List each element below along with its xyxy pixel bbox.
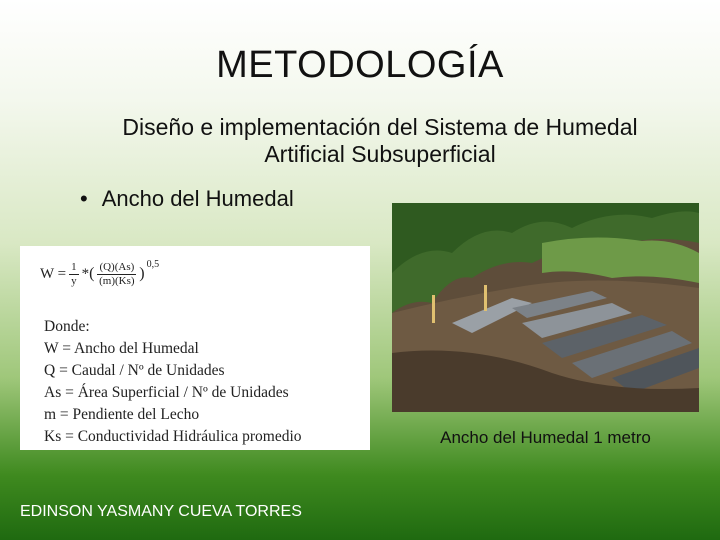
formula-exponent: 0,5 [146,258,160,270]
formula-fraction-1 [69,261,79,288]
subtitle-line-1: Diseño e implementación del Sistema de Humedal [122,114,638,140]
formula-image [20,246,370,450]
width-formula [40,258,159,290]
formula-fraction-1-denominator: y [71,274,77,287]
subtitle-line-2: Artificial Subsuperficial [264,141,496,167]
definitions-list [44,316,302,448]
slide-title: METODOLOGÍA [216,44,504,86]
formula-fraction-2-denominator: (m)(Ks) [99,274,135,287]
author-name: EDINSON YASMANY CUEVA TORRES [20,503,302,520]
formula-times: * [81,265,90,282]
open-paren: ( [89,265,95,282]
bullet-dot-icon: • [80,186,88,211]
definition-item: As = Área Superficial / Nº de Unidades [44,384,289,401]
definition-item: Ks = Conductividad Hidráulica promedio [44,428,302,445]
definition-item: m = Pendiente del Lecho [44,406,200,423]
definitions-heading: Donde: [44,318,90,335]
formula-fraction-1-numerator: 1 [71,260,77,273]
bullet-text: Ancho del Humedal [101,186,294,211]
wetland-photo [392,203,699,412]
photo-caption: Ancho del Humedal 1 metro [440,428,651,447]
formula-fraction-2-group [89,258,160,288]
close-paren: ) [139,265,145,282]
formula-fraction-2-numerator: (Q)(As) [99,260,135,273]
slide-subtitle [60,114,700,168]
definition-item: Q = Caudal / Nº de Unidades [44,362,225,379]
definition-item: W = Ancho del Humedal [44,340,199,357]
bullet-item [80,186,294,212]
formula-fraction-2 [97,261,136,288]
formula-lhs: W = [40,265,67,282]
